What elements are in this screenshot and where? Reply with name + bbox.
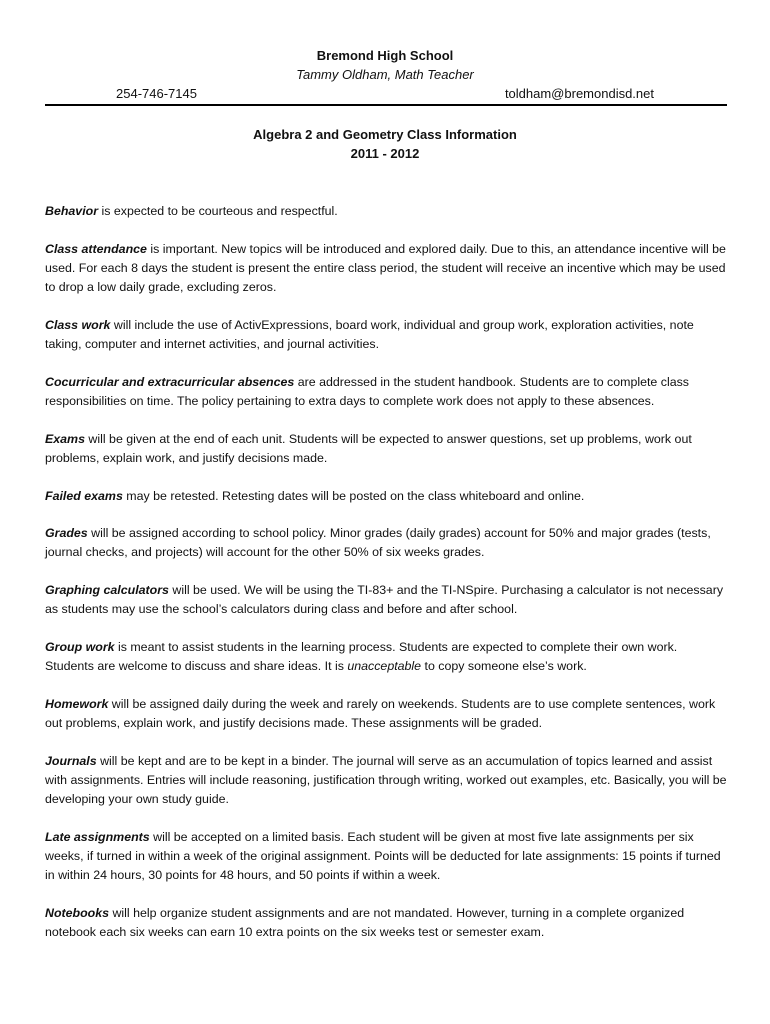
text-homework: will be assigned daily during the week and rarely on weekends. Students are to use complete sentences, work out problems, explain work, and justify decisions made. These assignments will be graded. [45,696,716,731]
policy-content [45,202,727,961]
text-group-work-before: is meant to assist students in the learning process. Students are expected to complete their own work. Students are welcome to discuss and share ideas. It is [45,640,678,674]
term-calculators: Graphing calculators [45,583,169,598]
document-title: Algebra 2 and Geometry Class Information [253,127,517,142]
term-classwork: Class work [45,317,111,332]
school-name: Bremond High School [316,48,454,63]
term-journals: Journals [45,753,97,768]
header-divider [45,104,727,106]
paragraph-absences [45,373,727,411]
text-failed-exams: may be retested. Retesting dates will be posted on the class whiteboard and online. [122,488,585,503]
term-grades: Grades [45,526,88,541]
paragraph-group-work [45,638,727,676]
text-group-work-after: to copy someone else’s work. [421,659,587,674]
text-late-assignments: will be accepted on a limited basis. Each student will be given at most five late assignments per six weeks, if turned in within a week of the original assignment. Points will be deducted for late assignments: 15 points if turned in within 24 hours, 30 points for 48 hours, and 50 points if within a week. [45,829,721,883]
text-grades: will be assigned according to school policy. Minor grades (daily grades) account for 50% and major grades (tests, journal checks, and projects) will account for the other 50% of six weeks grades. [45,526,711,560]
paragraph-behavior [45,202,727,221]
term-attendance: Class attendance [45,241,147,256]
paragraph-grades [45,524,727,562]
term-homework: Homework [45,696,109,711]
paragraph-calculators [45,581,727,619]
paragraph-homework [45,695,727,733]
teacher-name: Tammy Oldham, Math Teacher [296,67,474,82]
term-absences: Cocurricular and extracurricular absences [45,374,295,389]
text-journals: will be kept and are to be kept in a binder. The journal will serve as an accumulation of topics learned and assist with assignments. Entries will include reasoning, justification through writing, worked out examples, etc. Basically, you will be developing your own study guide. [45,753,727,807]
text-classwork: will include the use of ActivExpressions, board work, individual and group work, exploration activities, note taking, computer and internet activities, and journal activities. [45,317,694,352]
term-notebooks: Notebooks [45,906,110,921]
text-group-work-emphasis: unacceptable [347,659,422,674]
term-group-work: Group work [45,640,115,655]
phone-number: 254-746-7145 [116,86,197,101]
term-exams: Exams [45,431,85,446]
text-notebooks: will help organize student assignments and are not mandated. However, turning in a complete organized notebook each six weeks can earn 10 extra points on the six weeks test or semester exam. [45,906,685,940]
paragraph-classwork [45,316,727,354]
text-calculators: will be used. We will be using the TI-83+ and the TI-NSpire. Purchasing a calculator is not necessary as students may use the school’s calculators during class and before and after school. [45,583,724,617]
term-behavior: Behavior [45,204,99,218]
term-failed-exams: Failed exams [45,488,123,503]
term-late-assignments: Late assignments [45,829,150,844]
school-year: 2011 - 2012 [350,146,420,161]
paragraph-failed-exams [45,487,727,506]
text-absences: are addressed in the student handbook. Students are to complete class responsibilities on time. The policy pertaining to extra days to complete work does not apply to these absences. [45,374,689,408]
email-address: toldham@bremondisd.net [504,86,654,101]
paragraph-attendance [45,240,727,298]
text-exams: will be given at the end of each unit. Students will be expected to answer questions, set up problems, work out problems, explain work, and justify decisions made. [45,431,692,465]
paragraph-late-assignments [45,828,727,886]
text-attendance: is important. New topics will be introduced and explored daily. Due to this, an attendance incentive will be used. For each 8 days the student is present the entire class period, the student will receive an incentive which may be used to drop a low daily grade, excluding zeros. [45,241,726,295]
paragraph-journals [45,752,727,810]
paragraph-notebooks [45,904,727,942]
paragraph-exams [45,430,727,468]
text-behavior: is expected to be courteous and respectful. [98,204,338,218]
